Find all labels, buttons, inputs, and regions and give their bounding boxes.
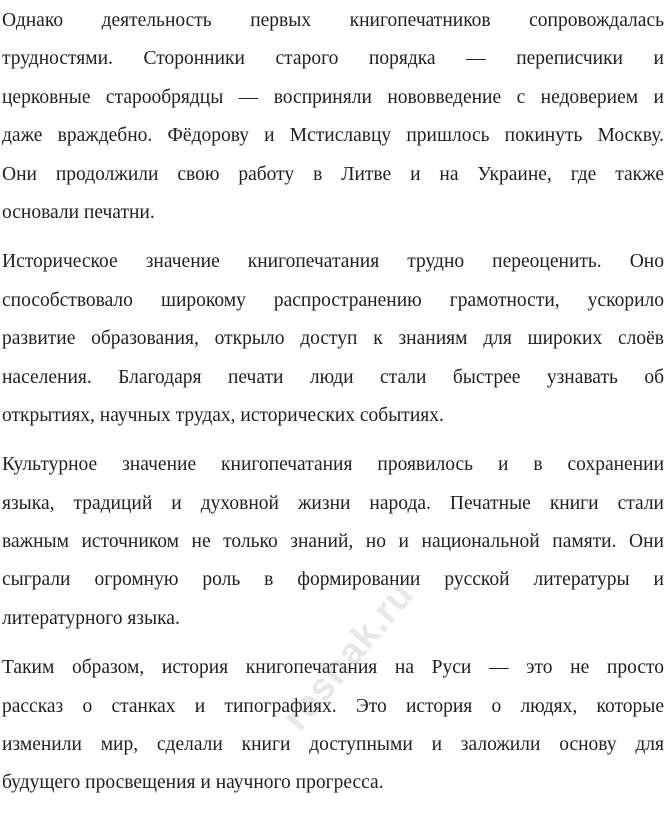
watermark: reshak.ru [274, 573, 423, 739]
text-line: Культурное значение книгопечатания проявилось и в сохранении [2, 454, 664, 476]
text-line: населения. Благодаря печати люди стали быстрее узнавать об [2, 366, 664, 388]
text-line: Таким образом, история книгопечатания на Руси — это не просто [2, 657, 664, 679]
text-line: даже враждебно. Фёдорову и Мстиславцу пришлось покинуть Москву. [2, 125, 664, 147]
text-line: открытиях, научных трудах, исторических событиях. [2, 404, 444, 426]
paragraph-2 [2, 243, 664, 435]
text-line: Историческое значение книгопечатания трудно переоценить. Оно [2, 251, 664, 273]
text-line: будущего просвещения и научного прогресса. [2, 772, 384, 794]
paragraph-1 [2, 2, 664, 232]
text-line: изменили мир, сделали книги доступными и заложили основу для [2, 734, 664, 756]
text-line: сыграли огромную роль в формировании русской литературы и [2, 569, 664, 591]
text-line: языка, традиций и духовной жизни народа. Печатные книги стали [2, 492, 664, 514]
text-line: трудностями. Сторонники старого порядка — переписчики и [2, 48, 664, 70]
paragraph-3 [2, 446, 664, 638]
paragraph-4 [2, 649, 664, 803]
text-line: развитие образования, открыло доступ к знаниям для широких слоёв [2, 328, 664, 350]
text-line: Они продолжили свою работу в Литве и на Украине, где также [2, 163, 664, 185]
text-line: важным источником не только знаний, но и национальной памяти. Они [2, 531, 664, 553]
text-line: литературного языка. [2, 607, 180, 629]
document-body [2, 2, 664, 814]
text-line: рассказ о станках и типографиях. Это история о людях, которые [2, 695, 664, 717]
text-line: основали печатни. [2, 201, 155, 223]
text-line: способствовало широкому распространению грамотности, ускорило [2, 289, 664, 311]
text-line: церковные старообрядцы — восприняли нововведение с недоверием и [2, 86, 664, 108]
text-line: Однако деятельность первых книгопечатников сопровождалась [2, 10, 664, 31]
